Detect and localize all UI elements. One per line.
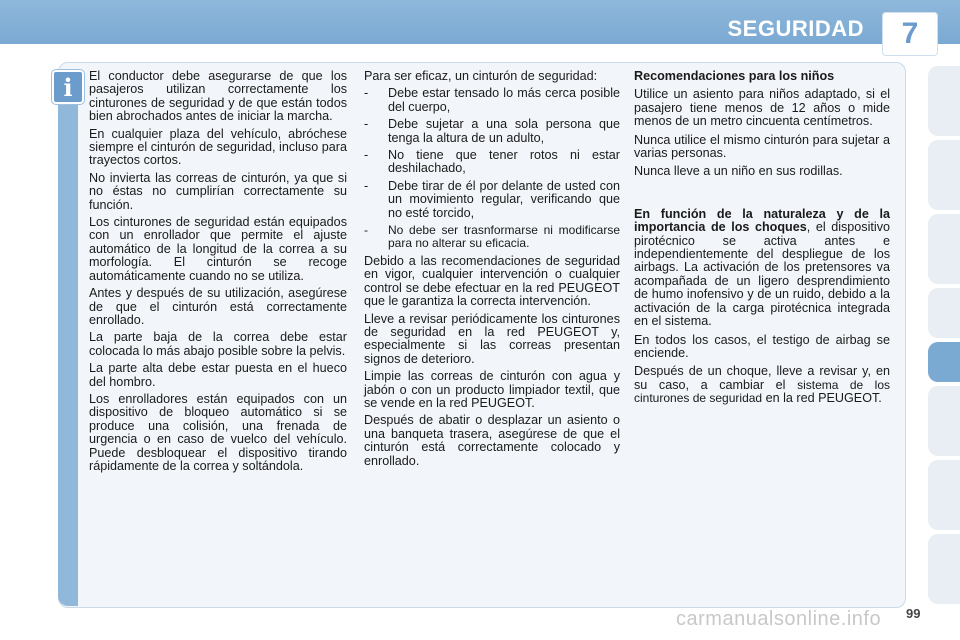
spacer xyxy=(634,184,890,208)
paragraph: En todos los casos, el testigo de airbag se enciende. xyxy=(634,332,890,360)
paragraph: Debido a las recomendaciones de seguridad en vigor, cualquier intervención o cualquier control se debe efectuar en la red PEUGEOT que le garantiza la correcta intervención. xyxy=(364,253,620,309)
paragraph: La parte alta debe estar puesta en el hueco del hombro. xyxy=(89,361,347,389)
inline-heading: En función de la naturaleza y de la importancia de los choques xyxy=(634,206,890,235)
page-title: SEGURIDAD xyxy=(727,16,864,41)
paragraph-text: en la red PEUGEOT. xyxy=(765,391,882,406)
info-letter: i xyxy=(63,72,73,102)
paragraph: Antes y después de su utilización, asegúrese de que el cinturón está correctamente enrollado. xyxy=(89,286,347,327)
bullet-dash: - xyxy=(364,178,369,193)
list-item xyxy=(364,118,620,145)
page-number: 99 xyxy=(906,606,921,621)
chapter-number: 7 xyxy=(901,17,919,50)
paragraph: Limpie las correas de cinturón con agua y jabón o con un producto limpiador textil, que se vende en la red PEUGEOT. xyxy=(364,369,620,410)
side-tab[interactable] xyxy=(928,534,960,604)
paragraph: Los cinturones de seguridad están equipados con un enrollador que permite el ajuste automático de la longitud de la correa a su morfología. El cinturón se recoge automáticamente cuando no se utiliza. xyxy=(89,215,347,283)
bullet-dash: - xyxy=(364,223,368,238)
list-item-text: No debe ser trasnformarse ni modificarse para no alterar su eficacia. xyxy=(388,223,620,251)
bullet-dash: - xyxy=(364,86,369,101)
list-item-text: No tiene que tener rotos ni estar deshilachado, xyxy=(388,148,620,176)
watermark: carmanualsonline.info xyxy=(676,608,882,630)
side-tab[interactable] xyxy=(928,214,960,284)
list-item-text: Debe sujetar a una sola persona que tenga la altura de un adulto, xyxy=(388,117,620,145)
column-3 xyxy=(634,70,890,411)
list-item xyxy=(364,149,620,176)
list-item xyxy=(364,224,620,251)
column-2 xyxy=(364,70,620,472)
side-tab[interactable] xyxy=(928,460,960,530)
list-item-text: Debe tirar de él por delante de usted con un movimiento regular, verificando que no esté torcido, xyxy=(388,178,620,220)
side-tab[interactable] xyxy=(928,288,960,338)
paragraph: Utilice un asiento para niños adaptado, si el pasajero tiene menos de 12 años o mide menos de un metro cincuenta centímetros. xyxy=(634,87,890,129)
paragraph: La parte baja de la correa debe estar colocada lo más abajo posible sobre la pelvis. xyxy=(89,330,347,358)
section-heading: Recomendaciones para los niños xyxy=(634,69,835,83)
chapter-tab[interactable] xyxy=(882,12,938,56)
list-item-text: Debe estar tensado lo más cerca posible del cuerpo, xyxy=(388,86,620,114)
paragraph-text: , el dispositivo pirotécnico se activa antes e independientemente del despliegue de los airbags. La activación de los pretensores va acompañada de un ligero desprendimiento de humo inofensivo y de un ruido, debido a la activación de la carga pirotécnica integrada en el sistema. xyxy=(634,220,890,329)
paragraph-text: Después de un choque, lleve a revisar y, en su caso, a cambiar el xyxy=(634,364,890,392)
paragraph: Para ser eficaz, un cinturón de seguridad: xyxy=(364,69,598,83)
side-tab[interactable] xyxy=(928,386,960,456)
list-item xyxy=(364,180,620,220)
column-1 xyxy=(89,70,347,477)
bullet-dash: - xyxy=(364,117,369,132)
side-tab[interactable] xyxy=(928,66,960,136)
frame-strip xyxy=(58,92,78,606)
paragraph: Después de abatir o desplazar un asiento o una banqueta trasera, asegúrese de que el cinturón está correctamente colocado y enrollado. xyxy=(364,413,620,468)
side-tab-active[interactable] xyxy=(928,342,960,382)
paragraph: No invierta las correas de cinturón, ya que si no éstas no cumplirían correctamente su función. xyxy=(89,170,347,212)
paragraph: Los enrolladores están equipados con un dispositivo de bloqueo automático si se produce una colisión, una frenada de urgencia o en caso de vuelco del vehículo. Puede desbloquear el dispositivo tirando rápidamente de la correa y soltándola. xyxy=(89,391,347,473)
paragraph: El conductor debe asegurarse de que los pasajeros utilizan correctamente los cinturones de seguridad y de que están todos bien abrochados antes de iniciar la marcha. xyxy=(89,69,347,124)
paragraph: Nunca utilice el mismo cinturón para sujetar a varias personas. xyxy=(634,132,890,161)
side-tab[interactable] xyxy=(928,140,960,210)
list-item xyxy=(364,87,620,114)
paragraph: Nunca lleve a un niño en sus rodillas. xyxy=(634,164,843,179)
paragraph: Lleve a revisar periódicamente los cinturones de seguridad en la red PEUGEOT y, especialmente si las correas presentan signos de deterioro. xyxy=(364,311,620,366)
paragraph xyxy=(634,208,890,329)
paragraph: En cualquier plaza del vehículo, abróchese siempre el cinturón de seguridad, incluso para trayectos cortos. xyxy=(89,126,347,168)
paragraph-text: sistema de los cinturones de seguridad xyxy=(634,377,891,406)
bullet-dash: - xyxy=(364,148,369,163)
paragraph xyxy=(634,365,890,405)
bullet-list xyxy=(364,87,620,250)
info-icon xyxy=(52,70,84,104)
